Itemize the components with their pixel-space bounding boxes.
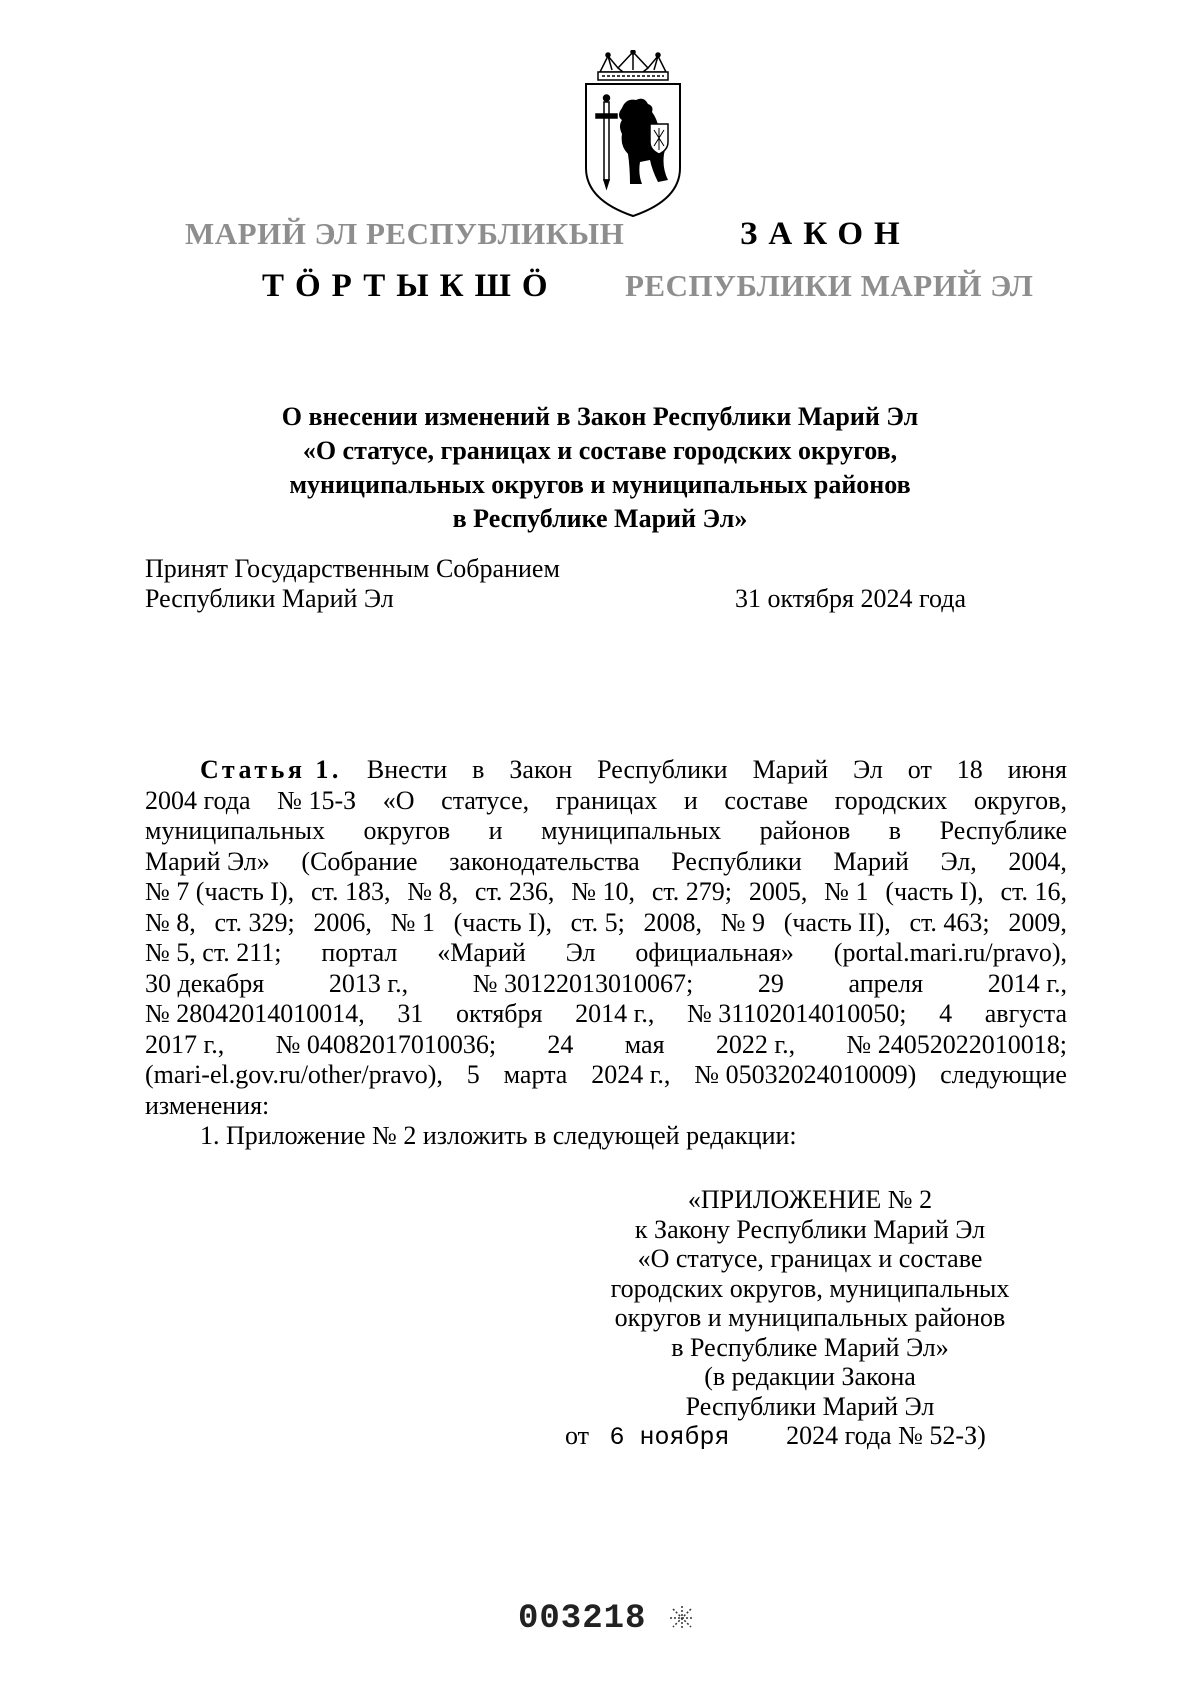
word: 18: [956, 755, 983, 784]
adoption-line-2: Республики Марий Эл: [145, 584, 394, 613]
word: ст. 279;: [651, 877, 733, 906]
word: 4: [939, 999, 953, 1028]
appendix-line: (в редакции Закона: [704, 1362, 916, 1391]
title-line: «О статусе, границах и составе городских округов,: [302, 436, 898, 465]
word: Эл: [853, 755, 883, 784]
word: № 04082017010036;: [275, 1029, 497, 1059]
asterisk-stamp-icon: [668, 1604, 696, 1632]
word: 29: [757, 968, 784, 998]
header-right-bottom: РЕСПУБЛИКИ МАРИЙ ЭЛ: [625, 268, 1034, 303]
word: статусе,: [441, 785, 530, 815]
article-item-1: [145, 1121, 1067, 1152]
word: № 8,: [407, 877, 459, 906]
word: 2006,: [313, 907, 372, 937]
word: 2009,: [1008, 907, 1067, 937]
word: и: [683, 785, 698, 815]
word: изменения:: [145, 1090, 270, 1120]
word: 2022 г.,: [715, 1029, 796, 1059]
word: Республике: [939, 816, 1067, 845]
appendix-line: «ПРИЛОЖЕНИЕ № 2: [687, 1185, 933, 1214]
adoption-date: 31 октября 2024 года: [735, 584, 966, 613]
word: районов: [759, 816, 851, 845]
word: ст. 16,: [1000, 877, 1067, 906]
word: № 24052022010018;: [846, 1029, 1067, 1059]
word: официальная»: [635, 938, 794, 967]
title-line: О внесении изменений в Закон Республики Марий Эл: [281, 402, 919, 431]
word: Закон: [509, 755, 573, 784]
word: № 30122013010067;: [472, 968, 694, 998]
word: № 28042014010014,: [145, 999, 365, 1028]
article-line: [145, 908, 1067, 939]
word: № 15-З: [277, 785, 357, 815]
appendix-line: городских округов, муниципальных: [610, 1273, 1010, 1303]
word: Марий: [752, 755, 829, 784]
title-line: в Республике Марий Эл»: [452, 504, 748, 533]
stamped-date: 6 ноября: [609, 1423, 730, 1452]
word: № 05032024010009): [694, 1060, 917, 1089]
word: 2008,: [643, 907, 703, 937]
word: ст. 183,: [311, 877, 391, 906]
word: следующие: [940, 1060, 1067, 1089]
word: 2005,: [748, 877, 808, 906]
word: Марий Эл»: [145, 846, 270, 876]
word: (часть I),: [885, 877, 984, 906]
word: 2004,: [1008, 846, 1067, 876]
word: и: [488, 816, 503, 845]
word: августа: [984, 999, 1067, 1028]
year-number: 2024 года № 52-З): [786, 1421, 986, 1450]
word: Республики: [671, 846, 802, 876]
word: округов: [363, 816, 451, 845]
article-line: [145, 938, 1067, 969]
word: 2017 г.,: [145, 1029, 225, 1059]
word: (часть II),: [783, 907, 891, 937]
coat-of-arms-icon: [578, 50, 688, 220]
word: в: [888, 816, 902, 845]
word: муниципальных: [145, 816, 326, 845]
word: ст. 329;: [214, 907, 295, 937]
article-line: [145, 755, 1067, 786]
word: городских: [834, 785, 948, 815]
appendix-line: к Закону Республики Марий Эл: [634, 1214, 986, 1244]
article-label: Статья 1.: [200, 755, 342, 784]
word: № 1: [824, 877, 869, 906]
article-line: [145, 999, 1067, 1030]
header-right-top: ЗАКОН: [740, 216, 911, 252]
word: «О: [382, 785, 415, 815]
item-text: 1. Приложение № 2 изложить в следующей редакции:: [200, 1121, 797, 1150]
word: границах: [555, 785, 658, 815]
article-line: [145, 847, 1067, 878]
word: округов,: [973, 785, 1067, 815]
word: ст. 5;: [570, 907, 625, 937]
word: Внести: [366, 755, 448, 784]
word: № 10,: [571, 877, 636, 906]
header-left-top: МАРИЙ ЭЛ РЕСПУБЛИКЫН: [185, 216, 625, 251]
word: в: [472, 755, 485, 784]
word: (Собрание: [301, 846, 418, 876]
word: мая: [624, 1029, 665, 1059]
word: портал: [321, 938, 398, 967]
word: № 8,: [145, 907, 196, 937]
appendix-line: «О статусе, границах и составе: [637, 1244, 983, 1273]
article-line: [145, 1060, 1067, 1091]
word: (portal.mari.ru/pravo),: [833, 938, 1067, 967]
word: от: [907, 755, 932, 784]
word: 2004 года: [145, 785, 251, 815]
word: 30 декабря: [145, 968, 265, 998]
word: (mari-el.gov.ru/other/pravo),: [145, 1060, 443, 1089]
adoption-line-1: Принят Государственным Собранием: [145, 554, 560, 583]
word: 2014 г.,: [987, 968, 1067, 998]
word: законодательства: [449, 846, 640, 876]
word: составе: [724, 785, 809, 815]
word: 2013 г.,: [328, 968, 409, 998]
word: муниципальных: [541, 816, 722, 845]
serial-number: 003218: [518, 1600, 647, 1638]
word: июня: [1007, 755, 1067, 784]
word: № 7 (часть I),: [145, 877, 295, 906]
article-line: [145, 969, 1067, 1000]
word: Эл: [565, 938, 596, 967]
word: 24: [547, 1029, 574, 1059]
word: 2024 г.,: [591, 1060, 671, 1089]
word: октября: [456, 999, 543, 1028]
word: ст. 463;: [909, 907, 990, 937]
article-line: [145, 816, 1067, 847]
law-title: [0, 400, 1200, 536]
word: «Марий: [437, 938, 526, 967]
word: № 31102014010050;: [686, 999, 907, 1028]
appendix-line: Республики Марий Эл: [685, 1391, 935, 1421]
header-left-bottom: ТӦРТЫКШӦ: [262, 268, 559, 304]
word: № 5, ст. 211;: [145, 938, 282, 967]
word: № 1: [390, 907, 435, 937]
word: ст. 236,: [474, 877, 555, 906]
article-line: [145, 786, 1067, 817]
appendix-line: в Республике Марий Эл»: [671, 1332, 949, 1362]
word: Республики: [597, 755, 728, 784]
from-label: от: [565, 1421, 590, 1450]
word: 2014 г.,: [575, 999, 655, 1028]
appendix-heading: [560, 1185, 1060, 1453]
title-line: муниципальных округов и муниципальных районов: [289, 470, 911, 499]
appendix-line: округов и муниципальных районов: [614, 1303, 1006, 1332]
word: Марий: [833, 846, 909, 876]
appendix-date-line: [560, 1421, 1060, 1453]
word: № 9: [720, 907, 766, 937]
ornament-shield-icon: [650, 124, 668, 154]
article-line: [145, 1091, 1067, 1122]
word: Эл,: [940, 846, 977, 876]
word: апреля: [848, 968, 924, 998]
word: марта: [503, 1060, 568, 1089]
article-line: [145, 1030, 1067, 1061]
word: (часть I),: [453, 907, 552, 937]
article-1-text: [145, 755, 1067, 1152]
article-line: [145, 877, 1067, 908]
word: 5: [466, 1060, 480, 1089]
crown-icon: [598, 50, 668, 80]
word: 31: [397, 999, 424, 1028]
